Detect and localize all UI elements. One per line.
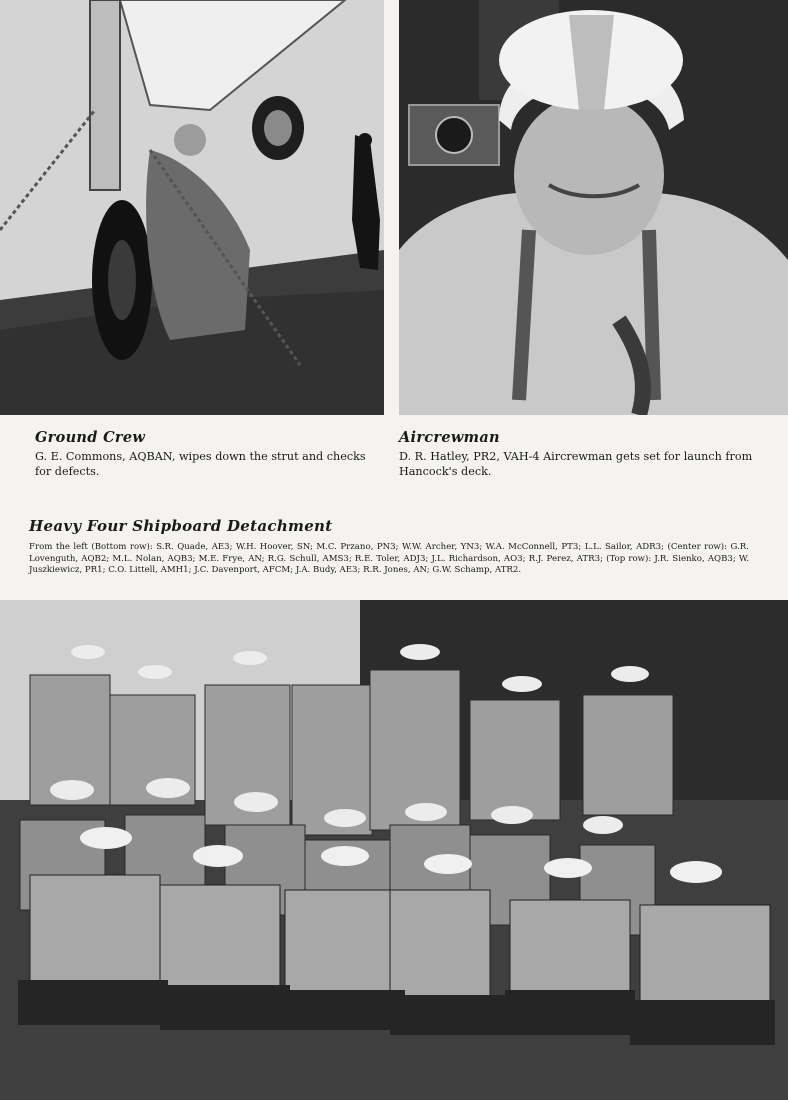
- aircrewman-caption: D. R. Hatley, PR2, VAH-4 Aircrewman gets set for launch from Hancock's deck.: [399, 450, 753, 478]
- detachment-title: Heavy Four Shipboard Detachment: [29, 517, 333, 535]
- aircrewman-illustration: [399, 0, 788, 415]
- detachment-group-photo: [0, 600, 788, 1100]
- ground-crew-title: Ground Crew: [35, 429, 146, 446]
- aircrewman-photo: [399, 0, 788, 415]
- ground-crew-photo: [0, 0, 384, 415]
- detachment-roster: From the left (Bottom row): S.R. Quade, AE3; W.H. Hoover, SN; M.C. Przano, PN3; W.W. Archer, YN3; W.A. McConnell, PT3; L.L. Sailor, ADR3; (Center row): G.R. Lovenguth, AQB2; M.L. Nolan, AQB3; M.E. Frye, AN; R.G. Schull, AMS3; R.E. Toler, ADJ3; J.L. Richardson, AO3; R.J. Perez, ATR3; (Top row): J.R. Sienko, AQB3; W. Juszkiewicz, PR1; C.O. Littell, AMH1; J.C. Davenport, AFCM; J.A. Budy, AE3; R.R. Jones, AN; G.W. Schamp, ATR2.: [29, 542, 749, 575]
- ground-crew-illustration: [0, 0, 384, 415]
- group-photo-illustration: [0, 600, 788, 1100]
- ground-crew-caption: G. E. Commons, AQBAN, wipes down the strut and checks for defects.: [35, 450, 366, 478]
- aircrewman-title: Aircrewman: [399, 429, 500, 446]
